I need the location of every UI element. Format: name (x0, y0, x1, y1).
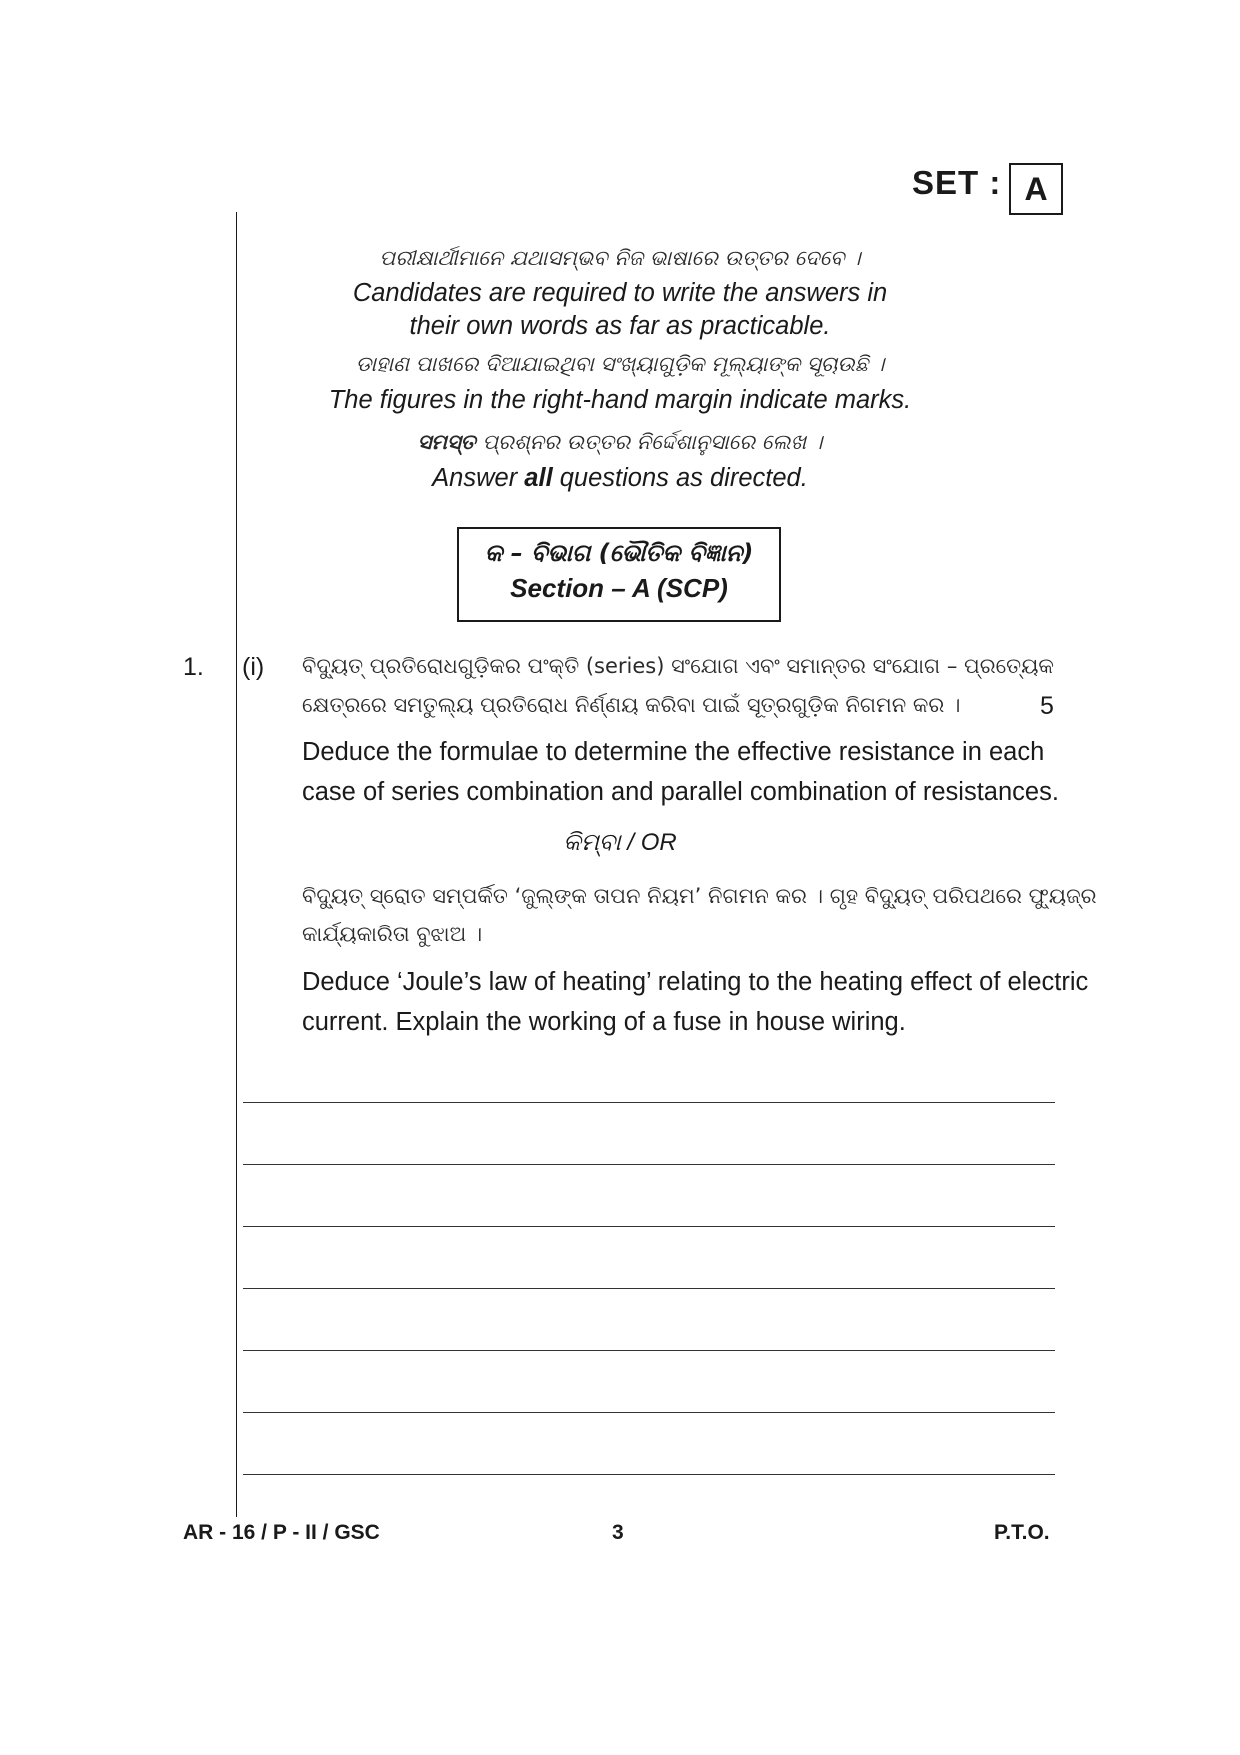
section-heading-box (457, 527, 781, 622)
instruction-en-4-bold: all (524, 464, 553, 492)
answer-line[interactable] (243, 1350, 1055, 1351)
pto-label: P.T.O. (994, 1521, 1050, 1544)
instruction-odia-1: ପରୀକ୍ଷାର୍ଥୀମାନେ ଯଥାସମ୍ଭବ ନିଜ ଭାଷାରେ ଉତ୍ତର ଦେବେ । (379, 246, 861, 270)
alt-question-odia-line-1: ବିଦ୍ୟୁତ୍ ସ୍ରୋତ ସମ୍ପର୍କିତ ‘ଜୁଲ୍‌ଙ୍କ ତାପନ ନିୟମ’ ନିଗମନ କର । ଗୃହ ବିଦ୍ୟୁତ୍ ପରିପଥରେ ଫ୍ୟୁଜ୍‌ର (302, 884, 1097, 908)
question-marks: 5 (1040, 692, 1054, 720)
answer-line[interactable] (243, 1474, 1055, 1475)
alt-question-en-line-2: current. Explain the working of a fuse in house wiring. (302, 1008, 906, 1036)
answer-line[interactable] (243, 1102, 1055, 1103)
instruction-en-3: The figures in the right-hand margin indicate marks. (328, 386, 912, 414)
or-separator: କିମ୍ବା / OR (563, 829, 677, 856)
paper-code: AR - 16 / P - II / GSC (183, 1521, 380, 1544)
instruction-odia-3-bold: ସମସ୍ତ (417, 430, 476, 454)
answer-line[interactable] (243, 1164, 1055, 1165)
alt-question-en-line-1: Deduce ‘Joule’s law of heating’ relating to the heating effect of electric (302, 968, 1089, 996)
instruction-odia-2: ଡାହାଣ ପାଖରେ ଦିଆଯାଇଥିବା ସଂଖ୍ୟାଗୁଡ଼ିକ ମୂଲ୍ୟାଙ୍କ ସୂଚାଉଛି । (355, 352, 885, 376)
instruction-odia-3-rest: ପ୍ରଶ୍ନର ଉତ୍ତର ନିର୍ଦ୍ଦେଶାନୁସାରେ ଲେଖ । (475, 430, 823, 454)
section-title-en: Section – A (SCP) (510, 573, 728, 603)
instruction-odia-3 (240, 430, 1000, 455)
set-value-box: A (1009, 163, 1063, 215)
answer-line[interactable] (243, 1226, 1055, 1227)
answer-line[interactable] (243, 1288, 1055, 1289)
question-odia-line-2: କ୍ଷେତ୍ରରେ ସମତୁଲ୍ୟ ପ୍ରତିରୋଧ ନିର୍ଣ୍ଣୟ କରିବା ପାଇଁ ସୂତ୍ରଗୁଡ଼ିକ ନିଗମନ କର । (302, 693, 961, 717)
instruction-en-2: their own words as far as practicable. (409, 312, 831, 340)
alt-question-odia-line-2: କାର୍ଯ୍ୟକାରିତା ବୁଝାଅ । (302, 922, 483, 946)
set-label: SET : (912, 164, 1002, 201)
question-number: 1. (183, 653, 204, 681)
question-en-line-1: Deduce the formulae to determine the effective resistance in each (302, 738, 1045, 766)
page-number: 3 (612, 1521, 624, 1544)
instruction-en-1: Candidates are required to write the answers in (352, 279, 888, 307)
question-sub-number: (i) (242, 653, 265, 681)
margin-rule (236, 212, 237, 1517)
instruction-en-4-post: questions as directed. (552, 464, 808, 492)
section-title-odia: କ – ବିଭାଗ (ଭୌତିକ ବିଜ୍ଞାନ) (484, 539, 754, 567)
instruction-en-4-pre: Answer (432, 464, 525, 492)
question-en-line-2: case of series combination and parallel combination of resistances. (302, 778, 1059, 806)
answer-line[interactable] (243, 1412, 1055, 1413)
question-odia-line-1: ବିଦ୍ୟୁତ୍ ପ୍ରତିରୋଧଗୁଡ଼ିକର ପଂକ୍ତି (series) ସଂଯୋଗ ଏବଂ ସମାନ୍ତର ସଂଯୋଗ – ପ୍ରତ୍ୟେକ (302, 654, 1054, 678)
instruction-en-4 (240, 464, 1000, 493)
